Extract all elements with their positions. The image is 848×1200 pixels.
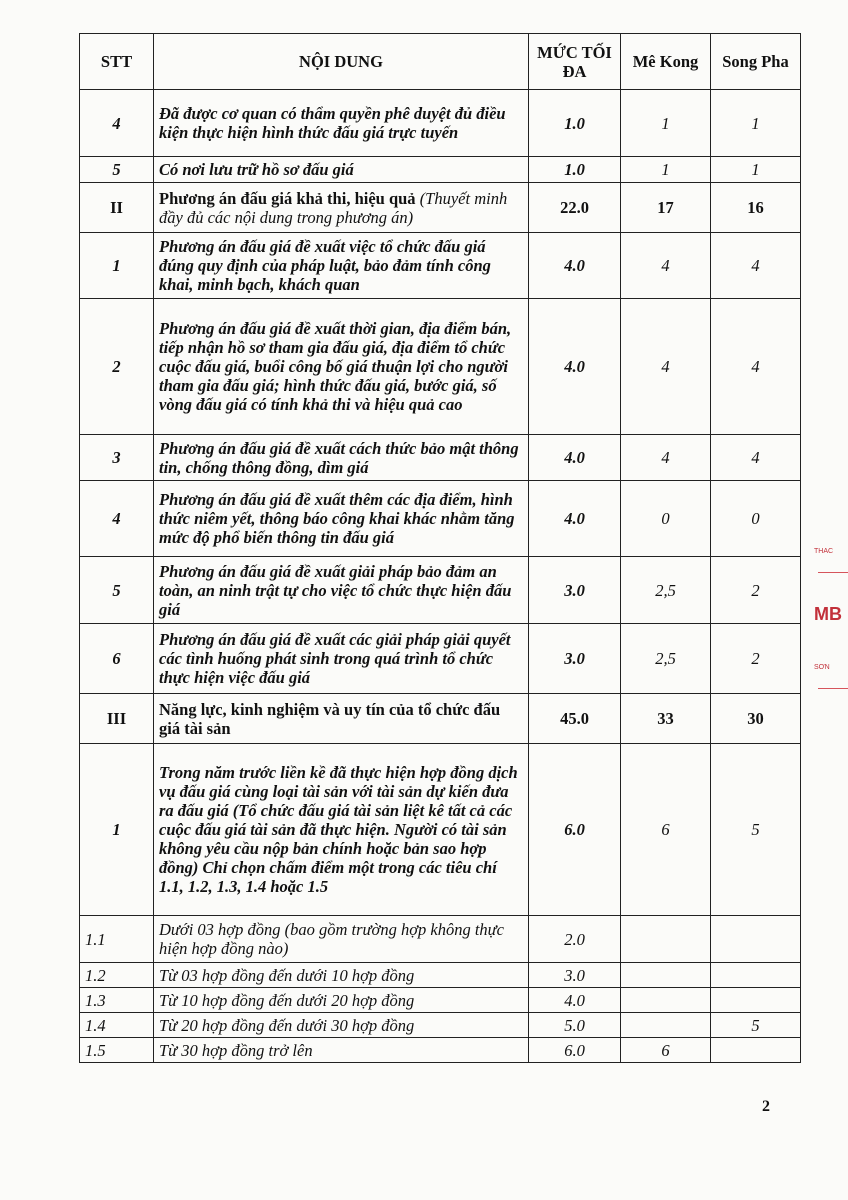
row-mekong	[621, 1013, 711, 1038]
stamp-line	[818, 688, 848, 689]
row-songpha: 4	[711, 233, 801, 299]
stamp-fragment-mid: MB	[814, 604, 842, 624]
row-stt: 1	[80, 233, 154, 299]
row-content: Phương án đấu giá đề xuất thời gian, địa điểm bán, tiếp nhận hồ sơ tham gia đấu giá, địa điểm tổ chức cuộc đấu giá, buổi công bố giá thuận lợi cho người tham gia đấu giá; hình thức đấu giá, bước giá, số vòng đấu giá có tính khả thi và hiệu quả cao	[154, 299, 529, 435]
header-stt: STT	[80, 34, 154, 90]
row-max: 4.0	[529, 988, 621, 1013]
row-content-main: Phương án đấu giá khả thi, hiệu quả	[159, 188, 416, 208]
header-mekong: Mê Kong	[621, 34, 711, 90]
row-songpha	[711, 988, 801, 1013]
row-content: Đã được cơ quan có thẩm quyền phê duyệt đủ điều kiện thực hiện hình thức đấu giá trực tuyến	[154, 90, 529, 157]
header-songpha: Song Pha	[711, 34, 801, 90]
row-max: 2.0	[529, 916, 621, 963]
row-content	[154, 694, 529, 744]
row-mekong: 33	[621, 694, 711, 744]
stamp-line	[818, 572, 848, 573]
stamp-fragment-top: THÁC	[814, 548, 834, 555]
row-mekong: 4	[621, 233, 711, 299]
row-songpha: 2	[711, 624, 801, 694]
table-row	[80, 988, 801, 1013]
row-songpha: 0	[711, 481, 801, 557]
table-row	[80, 744, 801, 916]
row-mekong: 4	[621, 435, 711, 481]
row-max: 5.0	[529, 1013, 621, 1038]
row-max: 4.0	[529, 481, 621, 557]
row-max: 3.0	[529, 624, 621, 694]
row-content	[154, 183, 529, 233]
row-stt: 1.5	[80, 1038, 154, 1063]
table-row	[80, 963, 801, 988]
table-row	[80, 1013, 801, 1038]
row-stt: 1.2	[80, 963, 154, 988]
row-mekong: 2,5	[621, 557, 711, 624]
row-mekong	[621, 963, 711, 988]
row-max: 4.0	[529, 435, 621, 481]
scoring-table	[79, 33, 801, 1063]
table-row	[80, 481, 801, 557]
row-stt: 5	[80, 557, 154, 624]
header-content: NỘI DUNG	[154, 34, 529, 90]
row-songpha: 16	[711, 183, 801, 233]
row-max: 1.0	[529, 90, 621, 157]
row-content: Từ 10 hợp đồng đến dưới 20 hợp đồng	[154, 988, 529, 1013]
row-mekong: 1	[621, 157, 711, 183]
row-songpha	[711, 963, 801, 988]
table-row	[80, 1038, 801, 1063]
row-songpha	[711, 916, 801, 963]
row-stt: 4	[80, 481, 154, 557]
table-row-section	[80, 694, 801, 744]
row-songpha: 1	[711, 157, 801, 183]
row-songpha: 4	[711, 299, 801, 435]
row-max: 1.0	[529, 157, 621, 183]
table-row	[80, 90, 801, 157]
row-content: Từ 30 hợp đồng trở lên	[154, 1038, 529, 1063]
row-content-note: (Thuyết minh đầy đủ các nội dung trong phương án)	[159, 188, 508, 227]
row-stt: 1	[80, 744, 154, 916]
row-mekong: 1	[621, 90, 711, 157]
row-stt: 5	[80, 157, 154, 183]
row-mekong: 0	[621, 481, 711, 557]
row-mekong	[621, 988, 711, 1013]
table-row-section	[80, 183, 801, 233]
page-number: 2	[762, 1098, 770, 1115]
row-songpha: 5	[711, 1013, 801, 1038]
table-row	[80, 157, 801, 183]
header-max: MỨC TỐI ĐA	[529, 34, 621, 90]
row-stt: 6	[80, 624, 154, 694]
row-mekong: 17	[621, 183, 711, 233]
table-header-row	[80, 34, 801, 90]
row-max: 6.0	[529, 1038, 621, 1063]
row-songpha: 4	[711, 435, 801, 481]
row-stt: 1.1	[80, 916, 154, 963]
row-content: Có nơi lưu trữ hồ sơ đấu giá	[154, 157, 529, 183]
row-content: Dưới 03 hợp đồng (bao gồm trường hợp không thực hiện hợp đồng nào)	[154, 916, 529, 963]
row-songpha: 30	[711, 694, 801, 744]
table-row	[80, 557, 801, 624]
table-row	[80, 916, 801, 963]
row-mekong	[621, 916, 711, 963]
table-row	[80, 299, 801, 435]
row-max: 22.0	[529, 183, 621, 233]
row-content: Phương án đấu giá đề xuất cách thức bảo mật thông tin, chống thông đồng, dìm giá	[154, 435, 529, 481]
row-songpha: 5	[711, 744, 801, 916]
row-max: 4.0	[529, 233, 621, 299]
row-max: 3.0	[529, 963, 621, 988]
table-row	[80, 233, 801, 299]
row-max: 4.0	[529, 299, 621, 435]
row-stt: 3	[80, 435, 154, 481]
table-row	[80, 435, 801, 481]
row-stt: II	[80, 183, 154, 233]
row-songpha: 1	[711, 90, 801, 157]
row-content: Từ 03 hợp đồng đến dưới 10 hợp đồng	[154, 963, 529, 988]
row-stt: 1.4	[80, 1013, 154, 1038]
row-content: Phương án đấu giá đề xuất việc tổ chức đấu giá đúng quy định của pháp luật, bảo đảm tính công khai, minh bạch, khách quan	[154, 233, 529, 299]
row-max: 3.0	[529, 557, 621, 624]
row-content: Phương án đấu giá đề xuất thêm các địa điểm, hình thức niêm yết, thông báo công khai khác nhằm tăng mức độ phổ biến thông tin đấu giá	[154, 481, 529, 557]
row-mekong: 6	[621, 1038, 711, 1063]
row-mekong: 4	[621, 299, 711, 435]
row-mekong: 2,5	[621, 624, 711, 694]
row-content: Trong năm trước liền kề đã thực hiện hợp đồng dịch vụ đấu giá cùng loại tài sản với tài sản dự kiến đưa ra đấu giá (Tổ chức đấu giá tài sản liệt kê tất cả các cuộc đấu giá tài sản đã thực hiện. Người có tài sản không yêu cầu nộp bản chính hoặc bản sao hợp đồng) Chỉ chọn chấm điểm một trong các tiêu chí 1.1, 1.2, 1.3, 1.4 hoặc 1.5	[154, 744, 529, 916]
row-content-main: Năng lực, kinh nghiệm và uy tín của tổ chức đấu giá tài sản	[159, 699, 501, 738]
row-content: Phương án đấu giá đề xuất các giải pháp giải quyết các tình huống phát sinh trong quá trình tổ chức thực hiện việc đấu giá	[154, 624, 529, 694]
row-content: Phương án đấu giá đề xuất giải pháp bảo đảm an toàn, an ninh trật tự cho việc tổ chức thực hiện đấu giá	[154, 557, 529, 624]
row-content: Từ 20 hợp đồng đến dưới 30 hợp đồng	[154, 1013, 529, 1038]
stamp-fragment-bottom: SƠN	[814, 664, 830, 671]
row-stt: 2	[80, 299, 154, 435]
row-max: 6.0	[529, 744, 621, 916]
row-stt: 4	[80, 90, 154, 157]
row-stt: 1.3	[80, 988, 154, 1013]
row-songpha	[711, 1038, 801, 1063]
row-max: 45.0	[529, 694, 621, 744]
row-mekong: 6	[621, 744, 711, 916]
row-songpha: 2	[711, 557, 801, 624]
row-stt: III	[80, 694, 154, 744]
table-row	[80, 624, 801, 694]
